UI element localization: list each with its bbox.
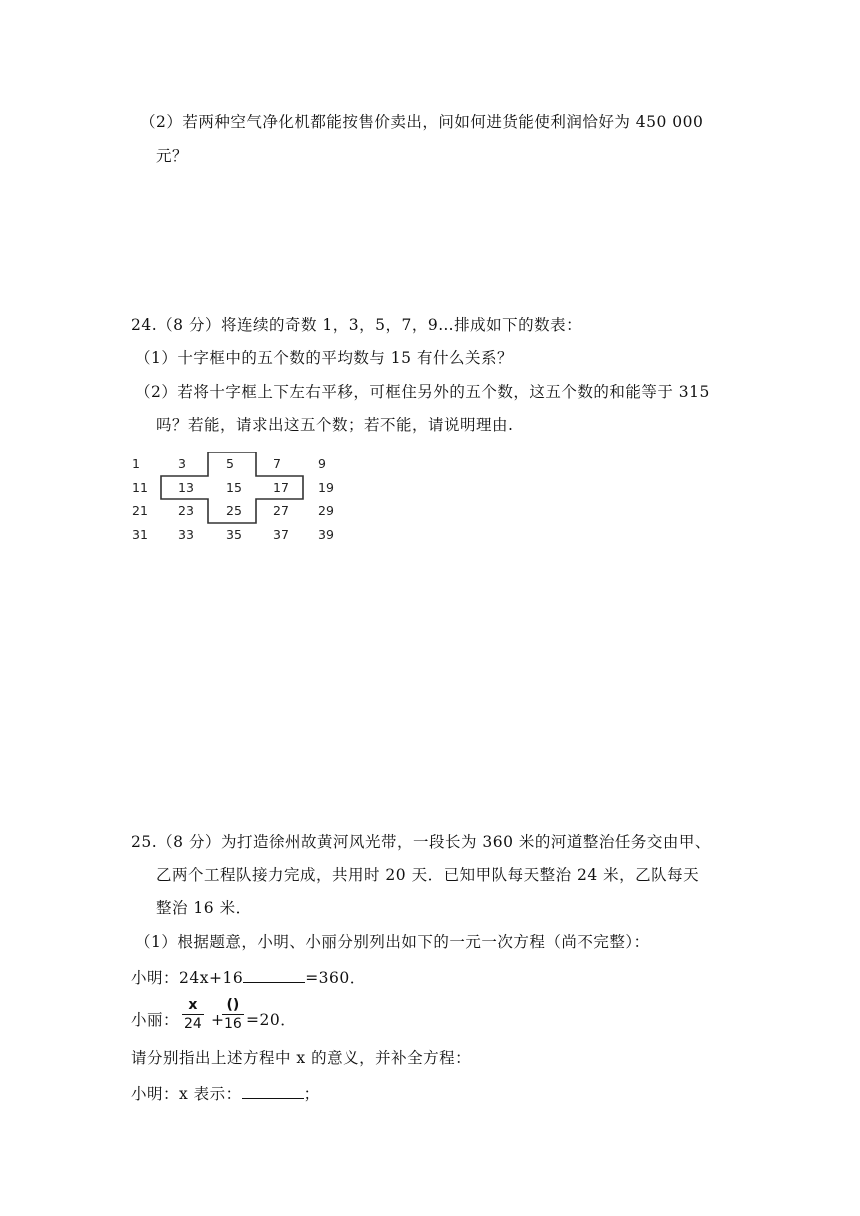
- table-cell: 33: [178, 527, 194, 542]
- table-cell: 15: [226, 480, 242, 495]
- fraction-2-numerator[interactable]: (): [226, 997, 240, 1013]
- table-cell: 13: [178, 480, 194, 495]
- xiaoming-answer-prefix: 小明：x 表示：: [131, 1085, 242, 1103]
- xiaoming-answer: [131, 1082, 320, 1104]
- q25-part1: （1）根据题意，小明、小丽分别列出如下的一元一次方程（尚不完整）：: [135, 933, 650, 951]
- q25-header-line3: 整治 16 米．: [156, 899, 252, 917]
- table-cell: 9: [318, 456, 326, 471]
- odd-number-table: [128, 452, 353, 548]
- table-cell: 37: [273, 527, 289, 542]
- xiaoming-answer-suffix: ；: [303, 1085, 320, 1103]
- fraction-1-denominator: 24: [184, 1016, 202, 1032]
- table-cell: 35: [226, 527, 242, 542]
- q24-header: 24.（8 分）将连续的奇数 1，3，5，7，9…排成如下的数表：: [131, 316, 583, 334]
- q24-part1: （1）十字框中的五个数的平均数与 15 有什么关系？: [135, 349, 513, 367]
- xiaoming-equation-suffix: =360．: [305, 969, 366, 987]
- q23-part2-line2: 元？: [156, 147, 189, 165]
- xiaoming-equation-prefix: 小明：24x+16: [131, 969, 244, 987]
- table-cell: 3: [178, 456, 186, 471]
- table-cell: 39: [318, 527, 334, 542]
- table-cell: 1: [132, 456, 140, 471]
- fraction-1-numerator: x: [188, 997, 198, 1013]
- table-cell: 27: [273, 503, 289, 518]
- q24-part2-line2: 吗？若能，请求出这五个数；若不能，请说明理由.: [156, 416, 514, 434]
- table-cell: 19: [318, 480, 334, 495]
- table-cell: 5: [226, 456, 234, 471]
- xiaoli-suffix: =20．: [246, 1011, 297, 1029]
- xiaoming-equation: [131, 966, 366, 988]
- table-cell: 17: [273, 480, 289, 495]
- fraction-2-bar: [222, 1014, 244, 1015]
- table-cell: 7: [273, 456, 281, 471]
- table-cell: 23: [178, 503, 194, 518]
- xiaoli-plus: +: [211, 1011, 225, 1029]
- table-cell: 21: [132, 503, 148, 518]
- q25-header-line2: 乙两个工程队接力完成，共用时 20 天．已知甲队每天整治 24 米，乙队每天: [156, 866, 700, 884]
- fraction-1-bar: [182, 1014, 204, 1015]
- q25-header-line1: 25.（8 分）为打造徐州故黄河风光带，一段长为 360 米的河道整治任务交由甲、: [131, 833, 711, 851]
- instruction-line: 请分别指出上述方程中 x 的意义，并补全方程：: [131, 1049, 472, 1067]
- xiaoli-fraction-2: [222, 997, 244, 1032]
- table-cell: 25: [226, 503, 242, 518]
- q24-part2-line1: （2）若将十字框上下左右平移，可框住另外的五个数，这五个数的和能等于 315: [135, 383, 710, 401]
- fraction-2-denominator: 16: [224, 1016, 242, 1032]
- table-cell: 11: [132, 480, 148, 495]
- xiaoming-equation-blank[interactable]: [243, 966, 305, 983]
- xiaoming-answer-blank[interactable]: [242, 1082, 304, 1099]
- xiaoli-fraction-1: [182, 997, 204, 1032]
- q23-part2-line1: （2）若两种空气净化机都能按售价卖出，问如何进货能使利润恰好为 450 000: [140, 113, 704, 131]
- table-cell: 31: [132, 527, 148, 542]
- table-cell: 29: [318, 503, 334, 518]
- xiaoli-prefix: 小丽：: [131, 1011, 180, 1029]
